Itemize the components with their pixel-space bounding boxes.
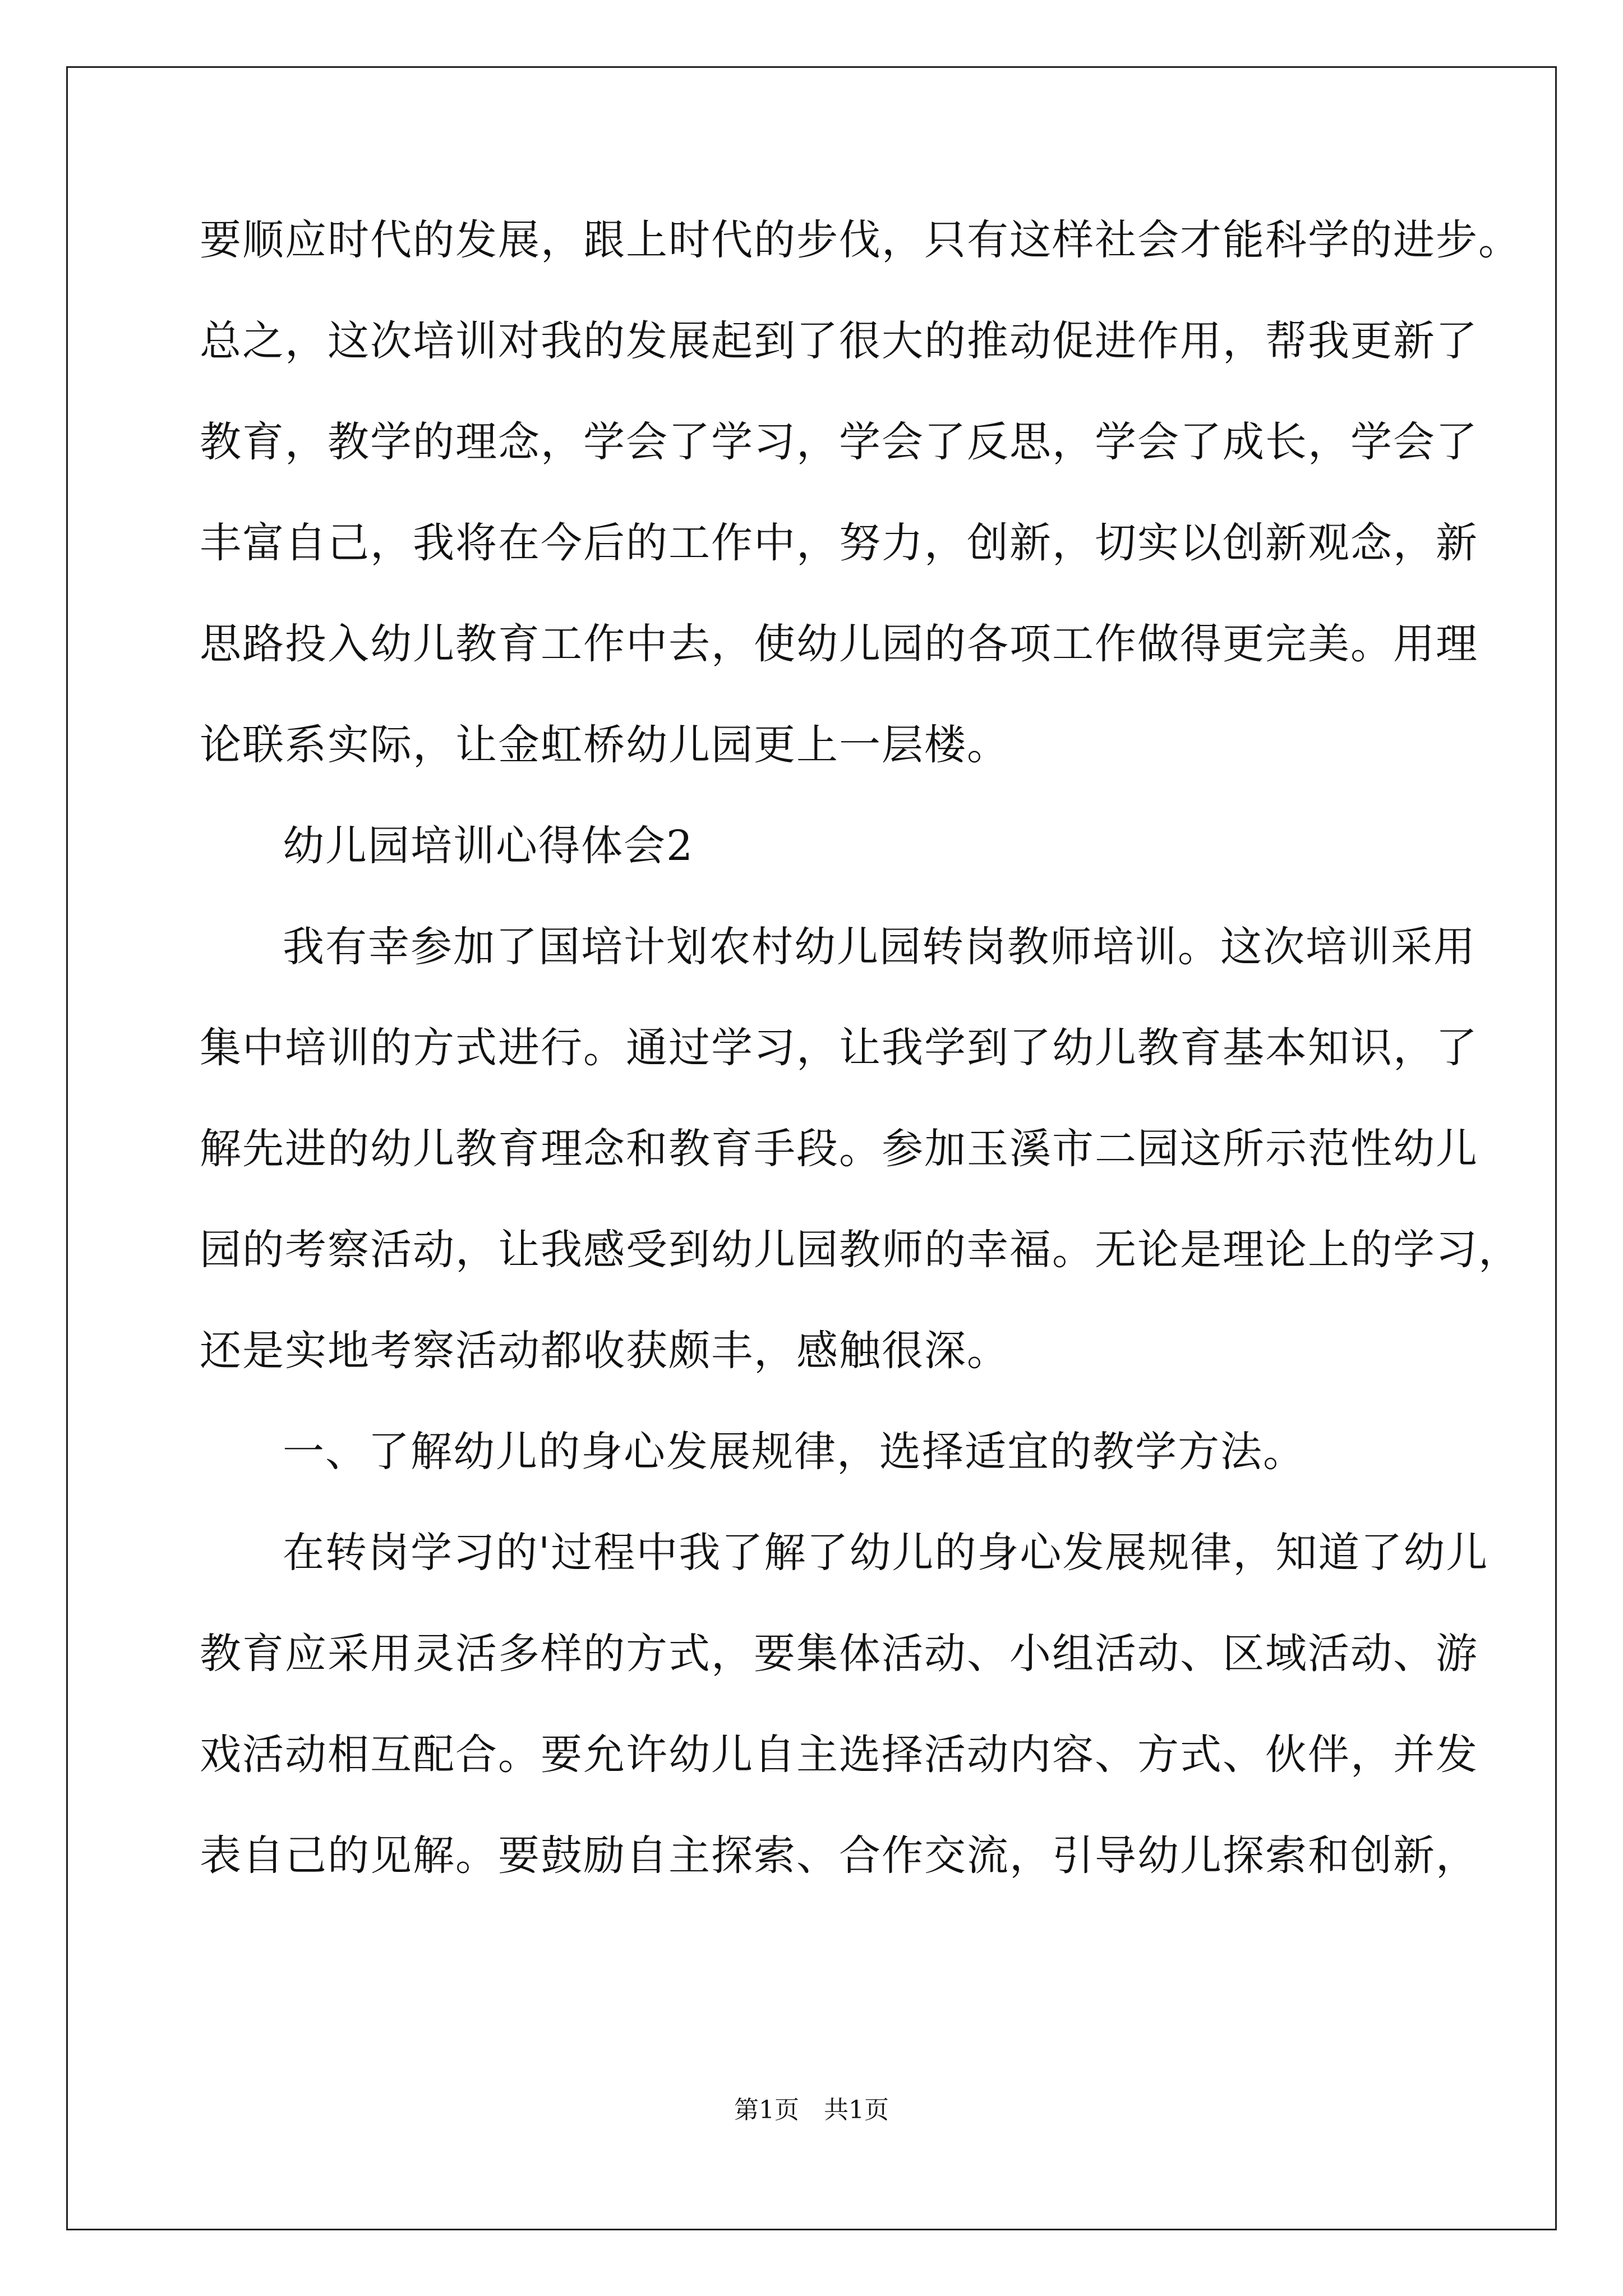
text-line: 戏活动相互配合。要允许幼儿自主选择活动内容、方式、伙伴，并发 [200,1731,1478,1779]
text-line: 总之，这次培训对我的发展起到了很大的推动促进作用，帮我更新了 [200,317,1478,365]
text-line: 论联系实际，让金虹桥幼儿园更上一层楼。 [200,721,1009,769]
section-heading: 幼儿园培训心得体会2 [283,822,694,870]
text-line: 要顺应时代的发展，跟上时代的步伐，只有这样社会才能科学的进步。 [200,216,1521,264]
text-line: 集中培训的方式进行。通过学习，让我学到了幼儿教育基本知识，了 [200,1024,1478,1072]
text-line: 丰富自己，我将在今后的工作中，努力，创新，切实以创新观念，新 [200,519,1478,567]
text-line: 在转岗学习的'过程中我了解了幼儿的身心发展规律，知道了幼儿 [283,1529,1489,1577]
text-line: 思路投入幼儿教育工作中去，使幼儿园的各项工作做得更完美。用理 [200,620,1478,668]
subsection-heading: 一、了解幼儿的身心发展规律，选择适宜的教学方法。 [283,1428,1306,1476]
text-line: 园的考察活动，让我感受到幼儿园教师的幸福。无论是理论上的学习， [200,1226,1521,1274]
text-line: 我有幸参加了国培计划农村幼儿园转岗教师培训。这次培训采用 [283,923,1476,971]
page-number-footer: 第1页 共1页 [734,2096,889,2124]
text-line: 还是实地考察活动都收获颇丰，感触很深。 [200,1327,1009,1375]
text-line: 表自己的见解。要鼓励自主探索、合作交流，引导幼儿探索和创新， [200,1832,1478,1880]
text-line: 教育，教学的理念，学会了学习，学会了反思，学会了成长，学会了 [200,418,1478,466]
text-line: 解先进的幼儿教育理念和教育手段。参加玉溪市二园这所示范性幼儿 [200,1125,1478,1173]
text-line: 教育应采用灵活多样的方式，要集体活动、小组活动、区域活动、游 [200,1630,1478,1678]
